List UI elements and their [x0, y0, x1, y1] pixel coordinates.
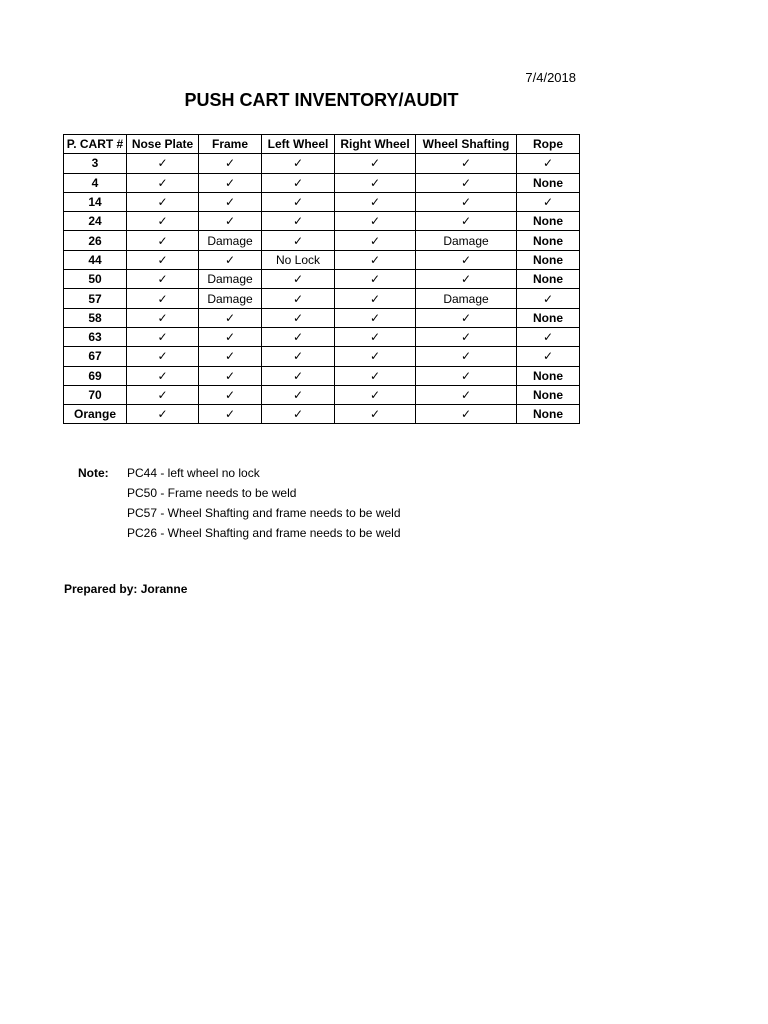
status-cell: Damage — [416, 231, 517, 250]
status-cell: Damage — [416, 289, 517, 308]
note-row — [78, 483, 401, 503]
cart-number-cell: 63 — [64, 327, 127, 346]
check-mark-cell: ✓ — [335, 154, 416, 173]
table-row — [64, 405, 580, 424]
table-row — [64, 154, 580, 173]
check-mark-cell: ✓ — [127, 173, 199, 192]
check-mark-cell: ✓ — [199, 327, 262, 346]
table-row — [64, 327, 580, 346]
check-mark-cell: ✓ — [199, 192, 262, 211]
check-mark-cell: ✓ — [416, 385, 517, 404]
table-row — [64, 289, 580, 308]
inventory-table — [63, 134, 580, 424]
check-mark-cell: ✓ — [416, 405, 517, 424]
check-mark-cell: ✓ — [262, 289, 335, 308]
status-cell: No Lock — [262, 250, 335, 269]
check-mark-cell: ✓ — [335, 405, 416, 424]
check-mark-cell: ✓ — [127, 347, 199, 366]
note-row — [78, 503, 401, 523]
check-mark-cell: ✓ — [199, 173, 262, 192]
check-mark-cell: ✓ — [416, 308, 517, 327]
status-cell: None — [517, 308, 580, 327]
check-mark-cell: ✓ — [335, 231, 416, 250]
check-mark-cell: ✓ — [335, 385, 416, 404]
check-mark-cell: ✓ — [416, 154, 517, 173]
cart-number-cell: Orange — [64, 405, 127, 424]
check-mark-cell: ✓ — [127, 192, 199, 211]
table-row — [64, 173, 580, 192]
note-item: PC57 - Wheel Shafting and frame needs to be weld — [127, 506, 401, 520]
check-mark-cell: ✓ — [262, 405, 335, 424]
document-title: PUSH CART INVENTORY/AUDIT — [184, 90, 459, 110]
check-mark-cell: ✓ — [199, 250, 262, 269]
check-mark-cell: ✓ — [416, 250, 517, 269]
check-mark-cell: ✓ — [127, 366, 199, 385]
status-cell: None — [517, 231, 580, 250]
note-item: PC44 - left wheel no lock — [127, 466, 260, 480]
check-mark-cell: ✓ — [517, 347, 580, 366]
check-mark-cell: ✓ — [127, 154, 199, 173]
status-cell: None — [517, 250, 580, 269]
check-mark-cell: ✓ — [335, 192, 416, 211]
check-mark-cell: ✓ — [199, 212, 262, 231]
cart-number-cell: 67 — [64, 347, 127, 366]
check-mark-cell: ✓ — [416, 192, 517, 211]
check-mark-cell: ✓ — [517, 327, 580, 346]
table-row — [64, 366, 580, 385]
check-mark-cell: ✓ — [127, 212, 199, 231]
check-mark-cell: ✓ — [335, 173, 416, 192]
header-rope: Rope — [517, 135, 580, 154]
check-mark-cell: ✓ — [335, 327, 416, 346]
cart-number-cell: 57 — [64, 289, 127, 308]
header-wheel-shafting: Wheel Shafting — [416, 135, 517, 154]
table-body — [64, 154, 580, 424]
note-item: PC26 - Wheel Shafting and frame needs to be weld — [127, 526, 401, 540]
status-cell: None — [517, 212, 580, 231]
check-mark-cell: ✓ — [199, 385, 262, 404]
header-frame: Frame — [199, 135, 262, 154]
check-mark-cell: ✓ — [262, 366, 335, 385]
check-mark-cell: ✓ — [262, 270, 335, 289]
check-mark-cell: ✓ — [517, 192, 580, 211]
status-cell: None — [517, 405, 580, 424]
table-row — [64, 231, 580, 250]
check-mark-cell: ✓ — [262, 192, 335, 211]
header-right-wheel: Right Wheel — [335, 135, 416, 154]
table-row — [64, 347, 580, 366]
check-mark-cell: ✓ — [127, 308, 199, 327]
check-mark-cell: ✓ — [199, 405, 262, 424]
check-mark-cell: ✓ — [127, 231, 199, 250]
check-mark-cell: ✓ — [127, 289, 199, 308]
cart-number-cell: 14 — [64, 192, 127, 211]
table-row — [64, 385, 580, 404]
table-row — [64, 270, 580, 289]
note-item: PC50 - Frame needs to be weld — [127, 486, 297, 500]
check-mark-cell: ✓ — [127, 270, 199, 289]
check-mark-cell: ✓ — [335, 270, 416, 289]
check-mark-cell: ✓ — [199, 154, 262, 173]
notes-section — [78, 463, 401, 543]
cart-number-cell: 69 — [64, 366, 127, 385]
note-row — [78, 523, 401, 543]
cart-number-cell: 24 — [64, 212, 127, 231]
header-cart-number: P. CART # — [64, 135, 127, 154]
check-mark-cell: ✓ — [127, 250, 199, 269]
check-mark-cell: ✓ — [127, 327, 199, 346]
check-mark-cell: ✓ — [335, 366, 416, 385]
check-mark-cell: ✓ — [335, 289, 416, 308]
table-row — [64, 250, 580, 269]
check-mark-cell: ✓ — [199, 347, 262, 366]
check-mark-cell: ✓ — [335, 347, 416, 366]
check-mark-cell: ✓ — [517, 154, 580, 173]
check-mark-cell: ✓ — [517, 289, 580, 308]
status-cell: None — [517, 270, 580, 289]
check-mark-cell: ✓ — [416, 212, 517, 231]
check-mark-cell: ✓ — [262, 154, 335, 173]
table-row — [64, 308, 580, 327]
check-mark-cell: ✓ — [416, 366, 517, 385]
check-mark-cell: ✓ — [262, 385, 335, 404]
table-row — [64, 212, 580, 231]
check-mark-cell: ✓ — [127, 385, 199, 404]
check-mark-cell: ✓ — [416, 327, 517, 346]
status-cell: None — [517, 366, 580, 385]
check-mark-cell: ✓ — [262, 308, 335, 327]
header-nose-plate: Nose Plate — [127, 135, 199, 154]
status-cell: None — [517, 385, 580, 404]
prepared-by: Prepared by: Joranne — [64, 582, 188, 596]
check-mark-cell: ✓ — [335, 308, 416, 327]
check-mark-cell: ✓ — [262, 347, 335, 366]
check-mark-cell: ✓ — [335, 212, 416, 231]
table-row — [64, 192, 580, 211]
check-mark-cell: ✓ — [335, 250, 416, 269]
status-cell: Damage — [199, 270, 262, 289]
check-mark-cell: ✓ — [416, 347, 517, 366]
check-mark-cell: ✓ — [199, 308, 262, 327]
cart-number-cell: 4 — [64, 173, 127, 192]
document-date: 7/4/2018 — [525, 70, 576, 85]
status-cell: None — [517, 173, 580, 192]
table-header-row — [64, 135, 580, 154]
check-mark-cell: ✓ — [262, 173, 335, 192]
check-mark-cell: ✓ — [262, 231, 335, 250]
cart-number-cell: 50 — [64, 270, 127, 289]
cart-number-cell: 3 — [64, 154, 127, 173]
cart-number-cell: 70 — [64, 385, 127, 404]
status-cell: Damage — [199, 289, 262, 308]
status-cell: Damage — [199, 231, 262, 250]
notes-label: Note: — [78, 466, 109, 480]
check-mark-cell: ✓ — [416, 270, 517, 289]
note-row — [78, 463, 401, 483]
check-mark-cell: ✓ — [262, 212, 335, 231]
cart-number-cell: 58 — [64, 308, 127, 327]
header-left-wheel: Left Wheel — [262, 135, 335, 154]
check-mark-cell: ✓ — [416, 173, 517, 192]
check-mark-cell: ✓ — [262, 327, 335, 346]
cart-number-cell: 44 — [64, 250, 127, 269]
check-mark-cell: ✓ — [127, 405, 199, 424]
check-mark-cell: ✓ — [199, 366, 262, 385]
cart-number-cell: 26 — [64, 231, 127, 250]
